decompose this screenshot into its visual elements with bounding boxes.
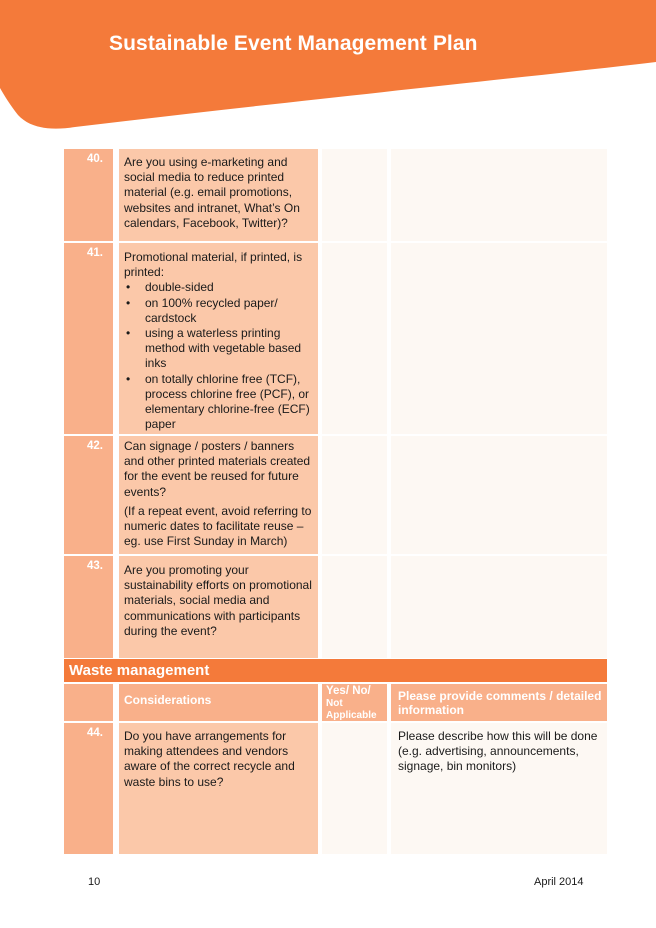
yes-no-cell[interactable] <box>322 436 389 556</box>
row-number: 44. <box>87 727 103 739</box>
list-item: • on 100% recycled paper/ cardstock <box>124 296 312 326</box>
column-header-comments: Please provide comments / detailed information <box>398 689 602 717</box>
column-header-not-applicable: Not Applicable <box>326 697 377 721</box>
list-item: • using a waterless printing method with vegetable based inks <box>124 326 312 372</box>
consideration-text: Are you promoting your sustainability efforts on promotional materials, social media and communications with participants during the event? <box>124 563 312 638</box>
list-item: • on totally chlorine free (TCF), process chlorine free (PCF), or elementary chlorine-free (ECF) paper <box>124 372 312 433</box>
consideration-text: Are you using e-marketing and social media to reduce printed material (e.g. email promotions, websites and intranet, What’s On calendars, Facebook, Twitter)? <box>124 155 300 230</box>
consideration-cell <box>119 723 320 854</box>
row-number-cell <box>64 556 116 658</box>
header-comments-cell <box>391 684 607 721</box>
page-title: Sustainable Event Management Plan <box>109 32 478 55</box>
footer-date: April 2014 <box>534 876 584 888</box>
consideration-text: Do you have arrangements for making attendees and vendors aware of the correct recycle and waste bins to use? <box>124 729 295 789</box>
table-row <box>64 149 607 243</box>
row-number-cell <box>64 436 116 556</box>
comments-prompt: Please describe how this will be done (e.g. advertising, announcements, signage, bin monitors) <box>398 729 598 774</box>
table-row <box>64 243 607 436</box>
table-row <box>64 556 607 658</box>
table-row <box>64 723 607 854</box>
header-banner <box>0 0 656 132</box>
consideration-cell <box>119 436 320 556</box>
row-number: 42. <box>87 440 103 452</box>
consideration-cell <box>119 243 320 436</box>
yes-no-cell[interactable] <box>322 149 389 243</box>
column-header-yes-no-label: Yes/ No/ <box>326 685 371 697</box>
comments-cell[interactable] <box>391 243 607 436</box>
row-number: 41. <box>87 247 103 259</box>
yes-no-cell[interactable] <box>322 243 389 436</box>
yes-no-cell[interactable] <box>322 556 389 658</box>
column-header-considerations: Considerations <box>124 693 212 707</box>
comments-cell[interactable] <box>391 723 607 854</box>
header-considerations-cell <box>119 684 320 721</box>
consideration-cell <box>119 149 320 243</box>
row-number-cell <box>64 149 116 243</box>
comments-cell[interactable] <box>391 436 607 556</box>
row-number: 40. <box>87 153 103 165</box>
column-header-yes-no <box>326 685 387 723</box>
comments-cell[interactable] <box>391 149 607 243</box>
list-item: • double-sided <box>124 280 312 295</box>
consideration-text: Promotional material, if printed, is printed: <box>124 250 303 280</box>
comments-cell[interactable] <box>391 556 607 658</box>
consideration-note: (If a repeat event, avoid referring to numeric dates to facilitate reuse – eg. use First Sunday in March) <box>124 503 312 549</box>
consideration-text: Can signage / posters / banners and other printed materials created for the event be reused for future events? <box>124 439 311 499</box>
yes-no-cell[interactable] <box>322 723 389 854</box>
table-row <box>64 436 607 556</box>
section-heading-waste-management: Waste management <box>64 659 607 682</box>
header-yes-no-cell <box>322 684 389 721</box>
row-number: 43. <box>87 560 103 572</box>
header-number-cell <box>64 684 116 721</box>
row-number-cell <box>64 723 116 854</box>
bullet-list <box>124 280 312 432</box>
page-number: 10 <box>88 876 101 888</box>
table-header-row <box>64 684 607 721</box>
row-number-cell <box>64 243 116 436</box>
consideration-cell <box>119 556 320 658</box>
event-plan-table <box>64 149 607 854</box>
